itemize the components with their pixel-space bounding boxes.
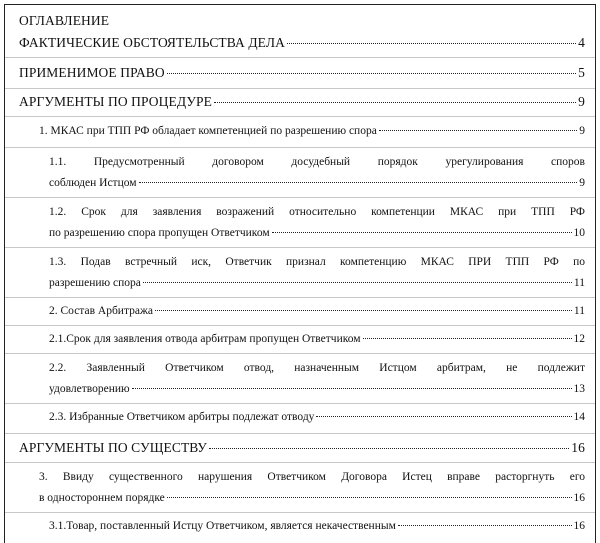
divider [5,297,595,298]
divider [5,325,595,326]
leader-dots [167,73,576,74]
toc-entry-page: 16 [573,520,585,532]
toc-entry[interactable] [49,333,585,345]
toc-entry[interactable] [49,227,585,239]
toc-entry-title: 1. МКАС при ТПП РФ обладает компетенцией по разрешению спора [39,125,377,137]
toc-entry[interactable] [49,383,585,395]
toc-entry[interactable] [19,35,585,51]
divider [5,116,595,117]
toc-entry-page: 11 [573,305,585,317]
toc-entry-line1[interactable]: 1.1. Предусмотренный договором досудебный порядок урегулирования споров [49,156,585,168]
toc-entry-title: АРГУМЕНТЫ ПО ПРОЦЕДУРЕ [19,94,212,109]
toc-entry-page: 12 [573,333,585,345]
toc-entry-title: по разрешению спора пропущен Ответчиком [49,227,270,239]
toc-entry-title: соблюден Истцом [49,177,137,189]
leader-dots [398,525,572,526]
toc-entry-title: АРГУМЕНТЫ ПО СУЩЕСТВУ [19,440,207,455]
toc-entry-title: ПРИМЕНИМОЕ ПРАВО [19,65,165,80]
toc-entry-page: 9 [578,94,585,109]
toc-heading: ОГЛАВЛЕНИЕ [19,13,110,28]
divider [5,147,595,148]
divider [5,197,595,198]
toc-entry-line1[interactable]: 3. Ввиду существенного нарушения Ответчиком Договора Истец вправе расторгнуть его [39,471,585,483]
toc-entry-page: 13 [573,383,585,395]
toc-entry[interactable] [49,520,585,532]
toc-entry-page: 4 [578,35,585,50]
toc-entry-page: 16 [571,440,585,455]
toc-page [4,4,596,543]
toc-entry[interactable] [39,125,585,137]
divider [5,433,595,434]
leader-dots [209,448,569,449]
toc-entry-page: 9 [579,125,585,137]
toc-entry-title: ФАКТИЧЕСКИЕ ОБСТОЯТЕЛЬСТВА ДЕЛА [19,35,285,50]
toc-entry-title: удовлетворению [49,383,130,395]
leader-dots [155,310,572,311]
toc-entry-title: в одностороннем порядке [39,492,165,504]
toc-entry-page: 5 [578,65,585,80]
leader-dots [143,282,572,283]
toc-entry-page: 10 [573,227,585,239]
divider [5,462,595,463]
toc-entry[interactable] [19,65,585,81]
leader-dots [379,130,577,131]
leader-dots [139,182,578,183]
toc-entry-page: 16 [573,492,585,504]
divider [5,88,595,89]
divider [5,57,595,58]
toc-entry-page: 9 [579,177,585,189]
leader-dots [214,102,576,103]
toc-entry-title: разрешению спора [49,277,141,289]
toc-entry[interactable] [49,177,585,189]
leader-dots [316,416,571,417]
toc-entry[interactable] [39,492,585,504]
toc-entry[interactable] [49,305,585,317]
toc-entry-line1[interactable]: 1.2. Срок для заявления возражений относительно компетенции МКАС при ТПП РФ [49,206,585,218]
toc-entry[interactable] [49,411,585,423]
leader-dots [132,388,572,389]
leader-dots [272,232,572,233]
toc-entry-page: 14 [573,411,585,423]
toc-entry-line1[interactable]: 1.3. Подав встречный иск, Ответчик признал компетенцию МКАС ПРИ ТПП РФ по [49,256,585,268]
toc-entry-line1[interactable]: 2.2. Заявленный Ответчиком отвод, назначенным Истцом арбитрам, не подлежит [49,362,585,374]
leader-dots [363,338,572,339]
divider [5,353,595,354]
toc-entry[interactable] [19,440,585,456]
toc-entry[interactable] [19,94,585,110]
toc-entry-title: 2. Состав Арбитража [49,305,154,317]
divider [5,512,595,513]
divider [5,403,595,404]
toc-entry-title: 2.3. Избранные Ответчиком арбитры подлежат отводу [49,411,315,423]
toc-entry-title: 3.1.Товар, поставленный Истцу Ответчиком, является некачественным [49,520,396,532]
leader-dots [167,497,572,498]
divider [5,247,595,248]
toc-entry-title: 2.1.Срок для заявления отвода арбитрам пропущен Ответчиком [49,333,361,345]
leader-dots [287,43,576,44]
toc-entry[interactable] [49,277,585,289]
toc-entry-page: 11 [573,277,585,289]
